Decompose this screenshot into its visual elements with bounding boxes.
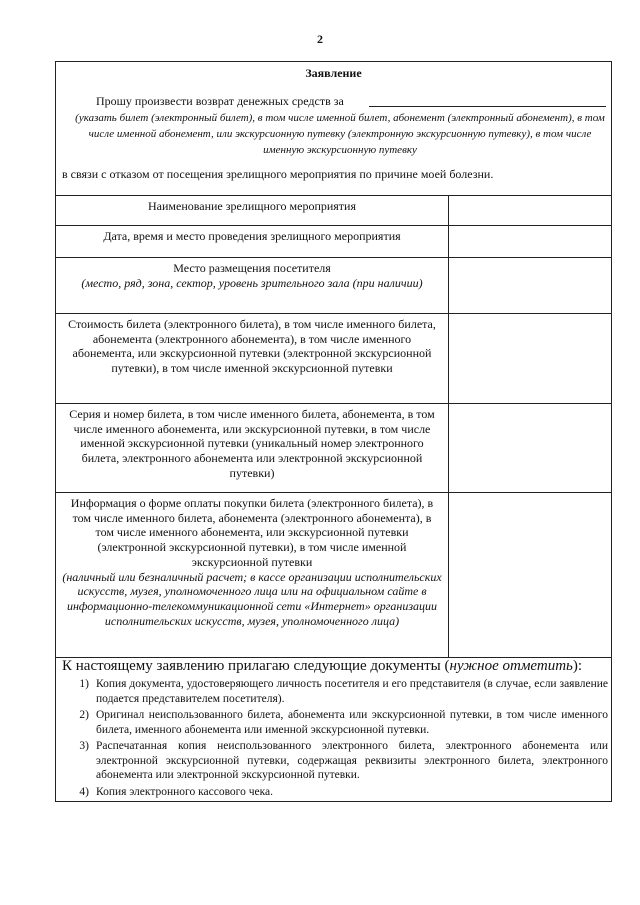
- field-row-date-place: [56, 226, 611, 258]
- field-label-text: Дата, время и место проведения зрелищного мероприятия: [103, 229, 401, 243]
- field-row-ticket-number: [56, 404, 611, 493]
- document-number: 3): [79, 740, 89, 752]
- field-value-ticket-number[interactable]: [449, 404, 611, 492]
- request-hint: (указать билет (электронный билет), в том числе именной билет, абонемент (электронный абонемент), в том числе именной абонемент, или экскурсионную путевку (электронную экскурсионную путевку), в том числе именную экскурсионную путевку: [75, 112, 605, 156]
- document-item-1[interactable]: [62, 677, 608, 706]
- field-label: [56, 196, 449, 225]
- field-row-seat: [56, 258, 611, 314]
- field-label: [56, 258, 449, 313]
- document-text: Оригинал неиспользованного билета, абонемента или экскурсионной путевки, в том числе именного билета, именного абонемента или именной экскурсионной путевки.: [96, 709, 608, 736]
- request-blank-line[interactable]: [369, 106, 606, 107]
- field-label-text: Наименование зрелищного мероприятия: [148, 199, 356, 213]
- field-label-note: (наличный или безналичный расчет; в кассе организации исполнительских искусств, музея, уполномоченного лица или на официальном сайте в информационно-телекоммуникационной сети «Интернет» организации исполнительских искусств, музея, уполномоченного лица): [62, 569, 442, 628]
- document-text: Копия электронного кассового чека.: [96, 785, 274, 798]
- documents-intro-emphasis: нужное отметить: [449, 658, 573, 674]
- documents-intro-end: ):: [572, 658, 583, 674]
- document-text: Распечатанная копия неиспользованного электронного билета, электронного абонемента или электронной экскурсионной путевки, содержащая реквизиты электронного билета, электронного абонемента или электронной экскурсионной путевки.: [96, 740, 608, 781]
- field-value-ticket-price[interactable]: [449, 314, 611, 403]
- reason-text: в связи с отказом от посещения зрелищного мероприятия по причине моей болезни.: [62, 167, 494, 181]
- field-row-ticket-price: [56, 314, 611, 404]
- request-text: Прошу произвести возврат денежных средств за: [96, 94, 344, 108]
- field-label: [56, 314, 449, 403]
- field-label-text: Место размещения посетителя: [173, 261, 331, 275]
- field-label: [56, 226, 449, 257]
- attached-documents: [62, 657, 608, 799]
- field-value-seat[interactable]: [449, 258, 611, 313]
- page-number: 2: [317, 32, 323, 46]
- field-value-date-place[interactable]: [449, 226, 611, 257]
- document-number: 1): [79, 678, 89, 690]
- field-label: [56, 493, 449, 657]
- document-item-3[interactable]: [62, 739, 608, 783]
- field-label: [56, 404, 449, 492]
- document-item-2[interactable]: [62, 708, 608, 737]
- field-row-payment-info: [56, 493, 611, 658]
- document-number: 4): [79, 785, 89, 798]
- field-row-event-name: [56, 196, 611, 226]
- field-value-payment-info[interactable]: [449, 493, 611, 657]
- field-label-note: (место, ряд, зона, сектор, уровень зрительного зала (при наличии): [81, 275, 423, 290]
- field-value-event-name[interactable]: [449, 196, 611, 225]
- field-label-text: Серия и номер билета, в том числе именного билета, абонемента, в том числе именного абонемента, или экскурсионной путевки, в том числе именной экскурсионной путевки (уникальный номер электронного билета, электронного абонемента или электронной экскурсионной путевки): [69, 407, 435, 480]
- documents-intro: [62, 657, 608, 675]
- field-label-text: Стоимость билета (электронного билета), в том числе именного билета, абонемента (электронного абонемента), в том числе именного абонемента, или экскурсионной путевки (электронной экскурсионной путевки), в том числе именной экскурсионной путевки: [68, 317, 436, 376]
- fields-table: [56, 195, 611, 658]
- document-number: 2): [79, 709, 89, 721]
- documents-intro-text: К настоящему заявлению прилагаю следующие документы (: [62, 658, 450, 674]
- form-heading: Заявление: [305, 66, 362, 80]
- application-form: [55, 61, 612, 802]
- document-text: Копия документа, удостоверяющего личность посетителя и его представителя (в случае, если заявление подается представителем посетителя).: [96, 678, 608, 705]
- field-label-text: Информация о форме оплаты покупки билета (электронного билета), в том числе именного билета, абонемента (электронного абонемента), в том числе именного абонемента, или экскурсионной путевки (электронной экскурсионной путевки), в том числе именной экскурсионной путевки: [70, 496, 434, 569]
- document-item-4[interactable]: [62, 785, 608, 800]
